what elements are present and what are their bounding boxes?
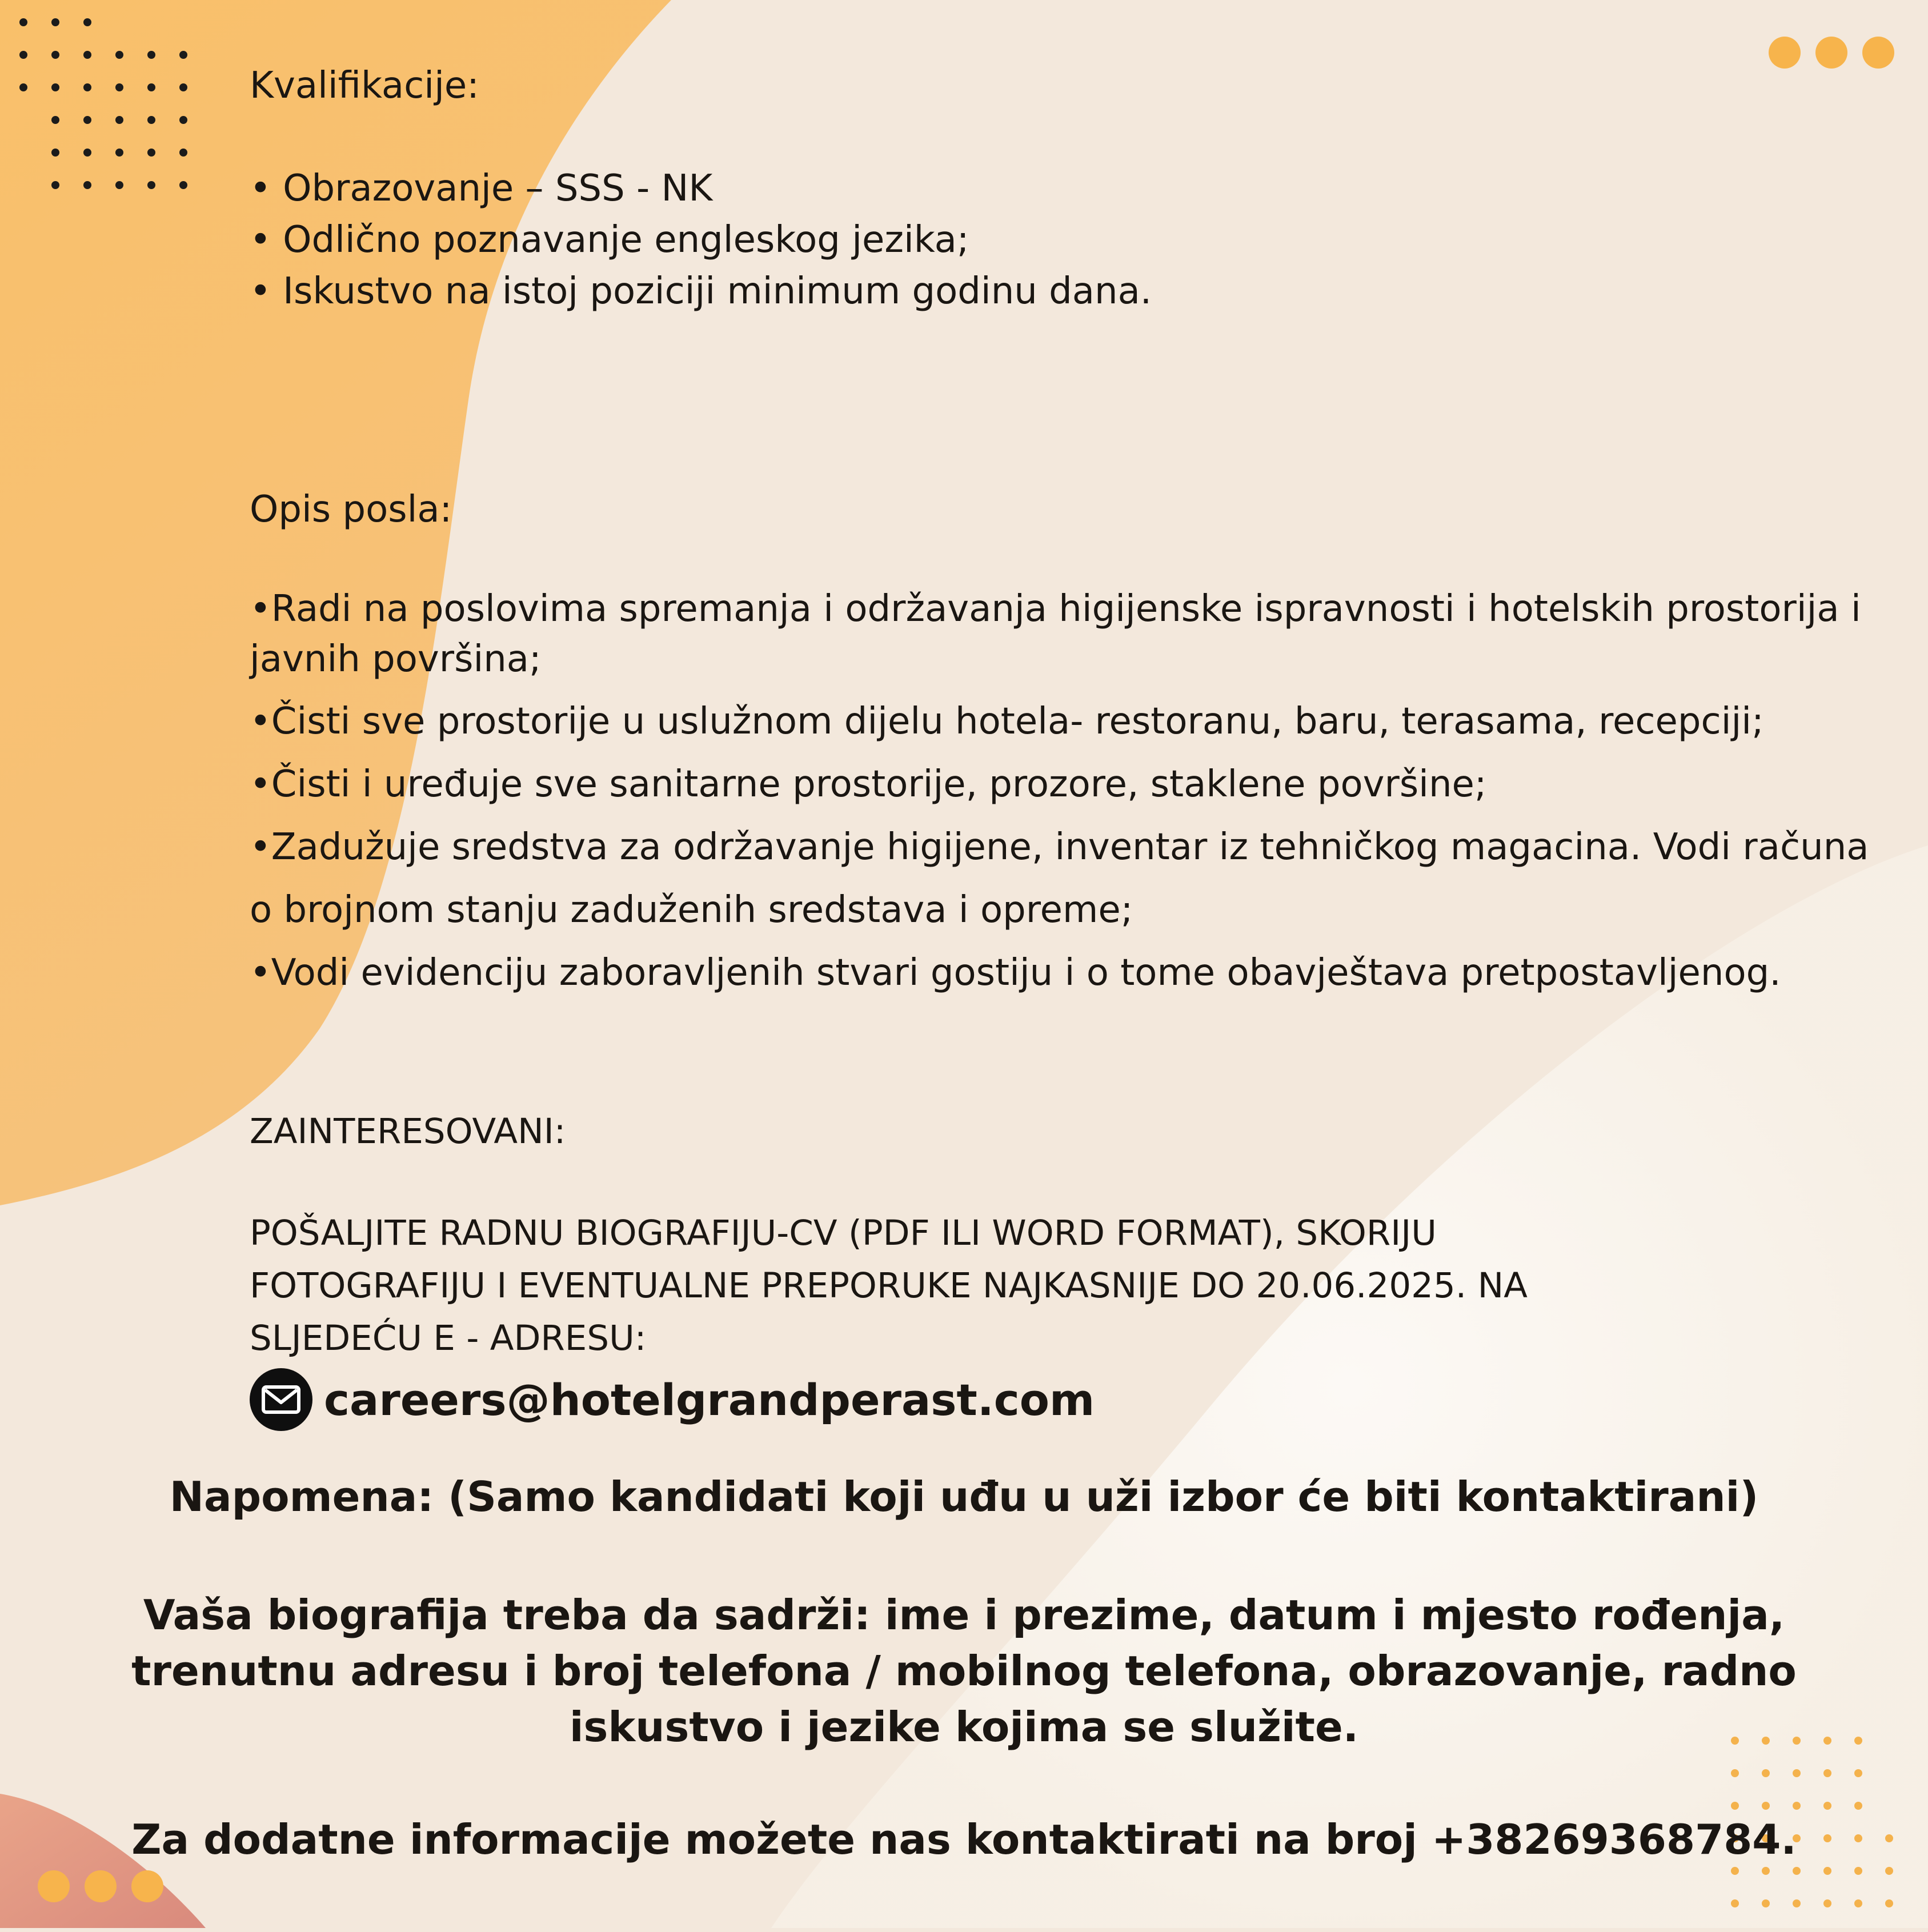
interested-section [250,1105,1895,1158]
qualifications-heading: Kvalifikacije: [250,65,479,107]
job-description-list [250,584,1901,1004]
application-instructions [250,1207,1895,1365]
instruction-line: FOTOGRAFIJU I EVENTUALNE PREPORUKE NAJKASNIJE DO 20.06.2025. NA [250,1265,1528,1306]
qualifications-list [250,163,1895,317]
job-description-section [250,484,1895,535]
list-item: • Obrazovanje – SSS - NK [250,167,713,210]
instruction-line: SLJEDEĆU E - ADRESU: [250,1318,647,1358]
list-item: •Radi na poslovima spremanja i održavanja higijenske ispravnosti i hotelskih prostorija i javnih površina; [250,588,1861,680]
cv-requirements-text: Vaša biografija treba da sadrži: ime i prezime, datum i mjesto rođenja, trenutnu adresu i broj telefona / mobilnog telefona, obrazovanje, radno iskustvo i jezike kojima se služite. [131,1591,1797,1751]
email-link[interactable]: careers@hotelgrandperast.com [324,1374,1095,1425]
qualifications-section [250,60,1895,111]
list-item: •Vodi evidenciju zaboravljenih stvari gostiju i o tome obavještava pretpostavljenog. [250,952,1781,994]
contact-info-text: Za dodatne informacije možete nas kontaktirati na broj +38269368784. [131,1815,1797,1863]
orange-dots-bottom-left [38,1870,163,1902]
list-item: • Iskustvo na istoj poziciji minimum godinu dana. [250,270,1152,312]
email-row [250,1368,1095,1431]
instruction-line: POŠALJITE RADNU BIOGRAFIJU-CV (PDF ILI WORD FORMAT), SKORIJU [250,1213,1437,1253]
list-item: •Čisti sve prostorije u uslužnom dijelu hotela- restoranu, baru, terasama, recepciji; [250,700,1764,743]
note-text: Napomena: (Samo kandidati koji uđu u uži izbor će biti kontaktirani) [169,1473,1759,1521]
interested-heading: ZAINTERESOVANI: [250,1111,566,1152]
list-item: •Zadužuje sredstva za održavanje higijene, inventar iz tehničkog magacina. Vodi računa o brojnom stanju zaduženih sredstava i opreme; [250,826,1869,931]
list-item: •Čisti i uređuje sve sanitarne prostorije, prozore, staklene površine; [250,763,1487,805]
envelope-icon [250,1368,312,1431]
list-item: • Odlično poznavanje engleskog jezika; [250,219,969,261]
dot-grid-top-left [19,18,211,214]
job-description-heading: Opis posla: [250,488,452,531]
